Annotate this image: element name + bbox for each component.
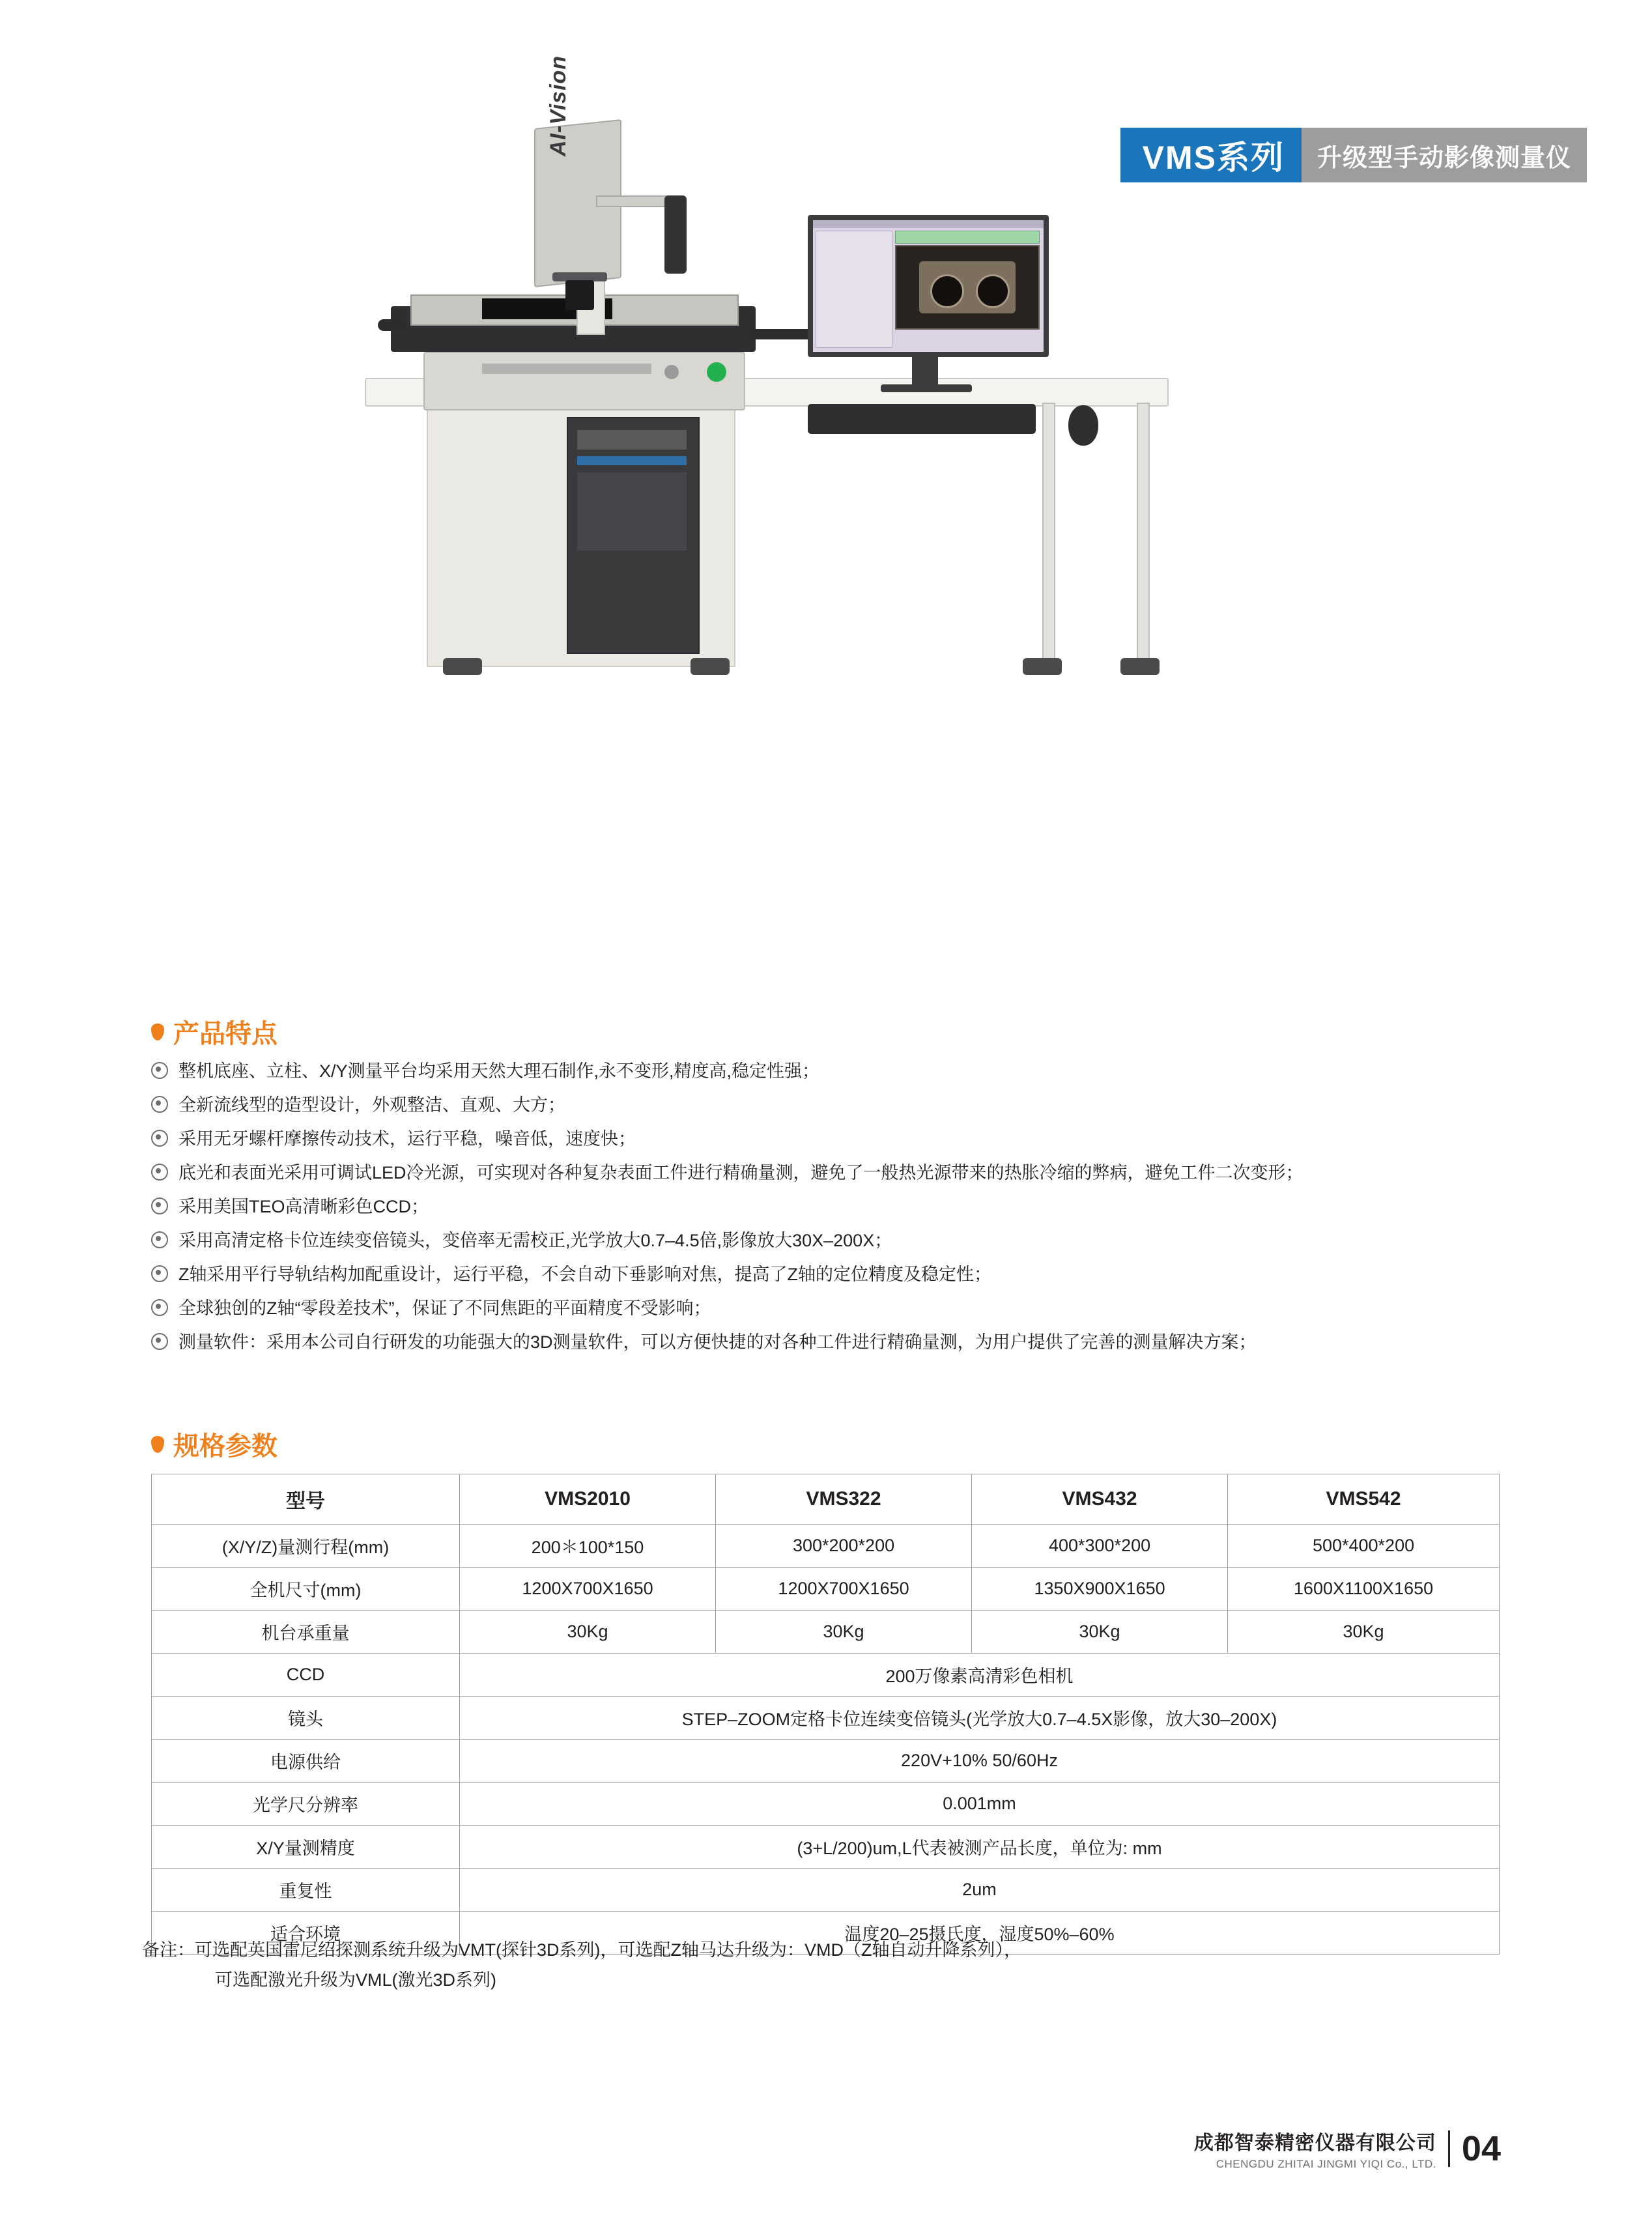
camera-lens bbox=[565, 280, 594, 310]
keyboard bbox=[808, 404, 1036, 434]
bullet-icon bbox=[151, 1062, 168, 1079]
row-value: 1200X700X1650 bbox=[460, 1568, 716, 1611]
tower-drive-bay bbox=[577, 430, 687, 450]
row-value: STEP–ZOOM定格卡位连续变倍镜头(光学放大0.7–4.5X影像，放大30–200X) bbox=[460, 1697, 1500, 1740]
list-item bbox=[151, 1059, 1532, 1083]
feature-text: Z轴采用平行导轨结构加配重设计，运行平稳，不会自动下垂影响对焦，提高了Z轴的定位精度及稳定性； bbox=[178, 1265, 991, 1284]
row-value: 1600X1100X1650 bbox=[1228, 1568, 1500, 1611]
list-item bbox=[151, 1194, 1532, 1219]
row-value: 300*200*200 bbox=[716, 1525, 972, 1568]
list-item bbox=[151, 1296, 1532, 1321]
row-value: 1350X900X1650 bbox=[972, 1568, 1228, 1611]
specs-title-text: 规格参数 bbox=[173, 1432, 278, 1461]
column-header: VMS542 bbox=[1228, 1474, 1500, 1525]
bullet-icon bbox=[151, 1265, 168, 1282]
table-header-row bbox=[152, 1474, 1500, 1525]
tower-accent-strip bbox=[577, 456, 687, 465]
monitor-stand bbox=[912, 357, 938, 386]
z-axis-knob bbox=[664, 195, 687, 274]
list-item bbox=[151, 1126, 1532, 1151]
feature-text: 测量软件：采用本公司自行研发的功能强大的3D测量软件，可以方便快捷的对各种工件进行精确量测，为用户提供了完善的测量解决方案； bbox=[178, 1332, 1257, 1352]
bullet-icon bbox=[151, 1130, 168, 1147]
row-value: 220V+10% 50/60Hz bbox=[460, 1740, 1500, 1783]
row-label: CCD bbox=[152, 1654, 460, 1697]
machine-brand-logo: AI-Vision bbox=[546, 55, 571, 156]
bullet-icon bbox=[151, 1333, 168, 1350]
note-line-1: 备注：可选配英国雷尼绍探测系统升级为VMT(探针3D系列)，可选配Z轴马达升级为：VMD（Z轴自动升降系列）， bbox=[142, 1940, 1021, 1960]
row-label: X/Y量测精度 bbox=[152, 1826, 460, 1869]
table-row bbox=[152, 1740, 1500, 1783]
bullet-icon bbox=[151, 1197, 168, 1214]
desk-leg bbox=[1137, 403, 1150, 666]
company-name-en: CHENGDU ZHITAI JINGMI YIQI Co., LTD. bbox=[1216, 2158, 1436, 2170]
desk-leg bbox=[1042, 403, 1055, 666]
screen-titlebar bbox=[813, 220, 1044, 228]
list-item bbox=[151, 1330, 1532, 1354]
specs-section-title bbox=[151, 1426, 278, 1463]
company-block bbox=[1194, 2127, 1436, 2171]
feature-text: 底光和表面光采用可调试LED冷光源，可实现对各种复杂表面工件进行精确量测，避免了一般热光源带来的热胀冷缩的弊病，避免工件二次变形； bbox=[178, 1163, 1303, 1182]
feature-text: 采用无牙螺杆摩擦传动技术，运行平稳，噪音低，速度快； bbox=[178, 1129, 636, 1149]
list-item bbox=[151, 1160, 1532, 1185]
table-row bbox=[152, 1611, 1500, 1654]
bullet-icon bbox=[151, 1164, 168, 1181]
row-value: 400*300*200 bbox=[972, 1525, 1228, 1568]
footer-divider bbox=[1448, 2130, 1450, 2167]
monitor-base bbox=[881, 384, 972, 392]
row-value: (3+L/200)um,L代表被测产品长度，单位为: mm bbox=[460, 1826, 1500, 1869]
bullet-icon bbox=[151, 1231, 168, 1248]
base-knob bbox=[664, 365, 679, 379]
row-value: 200万像素高清彩色相机 bbox=[460, 1654, 1500, 1697]
monitor-screen bbox=[813, 220, 1044, 352]
column-header: VMS322 bbox=[716, 1474, 972, 1525]
features-section-title bbox=[151, 1013, 278, 1050]
column-header: 型号 bbox=[152, 1474, 460, 1525]
table-row bbox=[152, 1525, 1500, 1568]
row-label: 机台承重量 bbox=[152, 1611, 460, 1654]
table-row bbox=[152, 1568, 1500, 1611]
machine-base bbox=[423, 352, 745, 410]
row-label: 全机尺寸(mm) bbox=[152, 1568, 460, 1611]
screen-sidebar bbox=[816, 231, 892, 348]
row-value: 温度20–25摄氏度，湿度50%–60% bbox=[460, 1912, 1500, 1955]
row-value: 0.001mm bbox=[460, 1783, 1500, 1826]
row-label: 光学尺分辨率 bbox=[152, 1783, 460, 1826]
row-value: 500*400*200 bbox=[1228, 1525, 1500, 1568]
column-header: VMS2010 bbox=[460, 1474, 716, 1525]
company-name-cn: 成都智泰精密仪器有限公司 bbox=[1193, 2132, 1436, 2154]
series-subtitle: 升级型手动影像测量仪 bbox=[1302, 128, 1587, 182]
page-footer bbox=[1194, 2127, 1501, 2171]
feature-text: 全新流线型的造型设计，外观整洁、直观、大方； bbox=[178, 1095, 565, 1115]
desk-foot bbox=[1023, 658, 1062, 675]
stage-handle-left bbox=[378, 319, 406, 331]
row-value: 200＊100*150 bbox=[460, 1525, 716, 1568]
workpiece-hole-icon bbox=[930, 274, 964, 308]
mouse bbox=[1068, 405, 1098, 446]
list-item bbox=[151, 1093, 1532, 1117]
table-row bbox=[152, 1697, 1500, 1740]
row-label: 镜头 bbox=[152, 1697, 460, 1740]
screen-toolbar bbox=[895, 231, 1040, 244]
cabinet-foot bbox=[691, 658, 730, 675]
feature-text: 采用高清定格卡位连续变倍镜头，变倍率无需校正,光学放大0.7–4.5倍,影像放大30X–200X； bbox=[178, 1231, 892, 1250]
screen-measurement-view bbox=[895, 245, 1040, 330]
feature-text: 全球独创的Z轴“零段差技术”，保证了不同焦距的平面精度不受影响； bbox=[178, 1298, 711, 1318]
row-label: 电源供给 bbox=[152, 1740, 460, 1783]
specs-note bbox=[142, 1935, 1021, 1995]
specifications-table bbox=[151, 1474, 1500, 1955]
desk-foot bbox=[1120, 658, 1160, 675]
column-header: VMS432 bbox=[972, 1474, 1228, 1525]
cabinet-foot bbox=[443, 658, 482, 675]
row-value: 30Kg bbox=[1228, 1611, 1500, 1654]
feature-text: 整机底座、立柱、X/Y测量平台均采用天然大理石制作,永不变形,精度高,稳定性强； bbox=[178, 1061, 820, 1081]
drop-icon bbox=[151, 1436, 164, 1453]
monitor bbox=[808, 215, 1049, 357]
note-line-2: 可选配激光升级为VML(激光3D系列) bbox=[215, 1970, 497, 1990]
list-item bbox=[151, 1228, 1532, 1253]
row-value: 2um bbox=[460, 1869, 1500, 1912]
row-value: 30Kg bbox=[972, 1611, 1228, 1654]
feature-text: 采用美国TEO高清晰彩色CCD； bbox=[178, 1197, 429, 1216]
bullet-icon bbox=[151, 1299, 168, 1316]
table-row bbox=[152, 1783, 1500, 1826]
bullet-icon bbox=[151, 1096, 168, 1113]
row-label: 适合环境 bbox=[152, 1912, 460, 1955]
features-list bbox=[151, 1059, 1532, 1364]
list-item bbox=[151, 1262, 1532, 1287]
table-row bbox=[152, 1654, 1500, 1697]
row-label: (X/Y/Z)量测行程(mm) bbox=[152, 1525, 460, 1568]
row-value: 30Kg bbox=[460, 1611, 716, 1654]
page-number: 04 bbox=[1461, 2129, 1501, 2168]
table-row bbox=[152, 1869, 1500, 1912]
tower-front-panel bbox=[577, 472, 687, 551]
header-banner bbox=[1120, 128, 1587, 182]
drop-icon bbox=[151, 1024, 164, 1040]
features-title-text: 产品特点 bbox=[173, 1020, 278, 1048]
row-label: 重复性 bbox=[152, 1869, 460, 1912]
row-value: 30Kg bbox=[716, 1611, 972, 1654]
power-button-icon bbox=[707, 362, 726, 382]
row-value: 1200X700X1650 bbox=[716, 1568, 972, 1611]
series-title: VMS系列 bbox=[1120, 128, 1302, 182]
base-label-strip bbox=[482, 364, 651, 374]
table-row bbox=[152, 1826, 1500, 1869]
workpiece-hole-icon bbox=[976, 274, 1010, 308]
